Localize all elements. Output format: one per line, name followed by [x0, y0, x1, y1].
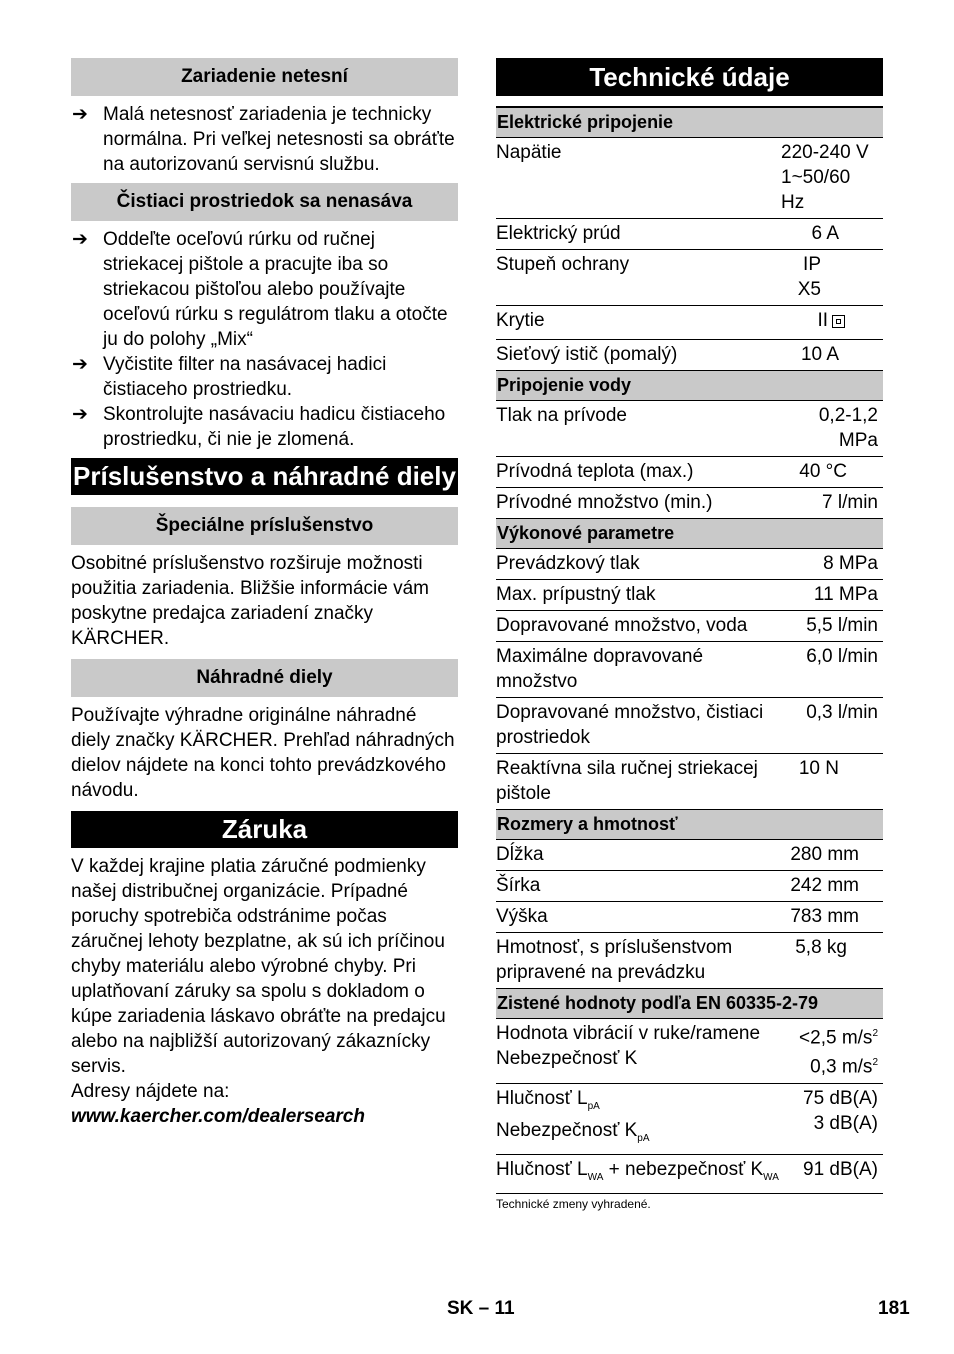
heading-special-accessories: Špeciálne príslušenstvo [71, 507, 458, 545]
table-row: Napätie 220-240 V 1~50/60 Hz [496, 138, 883, 219]
table-section-row: Pripojenie vody [496, 371, 883, 401]
footer-section-label: SK – 11 [447, 1298, 515, 1319]
table-row: Prívodná teplota (max.) 40 °C [496, 457, 883, 488]
table-row: Maximálne dopravované množstvo 6,0 l/min [496, 642, 883, 698]
heading-accessories: Príslušenstvo a náhradné diely [71, 458, 458, 495]
table-section-row: Rozmery a hmotnosť [496, 810, 883, 840]
table-row: Šírka 242 mm [496, 871, 883, 902]
heading-leak: Zariadenie netesní [71, 58, 458, 96]
table-section-row: Zistené hodnoty podľa EN 60335-2-79 [496, 989, 883, 1019]
address-label: Adresy nájdete na: [71, 1081, 230, 1102]
arrow-right-icon: ➔ [72, 229, 88, 250]
list-item: ➔ Vyčistite filter na nasávacej hadici čistiaceho prostriedku. [72, 354, 387, 400]
table-row: Dopravované množstvo, čistiaci prostriedok 0,3 l/min [496, 698, 883, 754]
protection-class-square-icon [832, 315, 845, 328]
arrow-right-icon: ➔ [72, 104, 88, 125]
table-row: Elektrický prúd 6 A [496, 219, 883, 250]
special-accessories-text: Osobitné príslušenstvo rozširuje možnosti použitia zariadenia. Bližšie informácie vám poskytne predajca zariadení značky KÄRCHER. [71, 553, 429, 649]
table-row: Dopravované množstvo, voda 5,5 l/min [496, 611, 883, 642]
list-item: ➔ Oddeľte oceľovú rúrku od ručnej striekacej pištole a pracujte iba so striekacou pištoľou alebo používajte oceľovú rúrku s regulátrom tlaku a otočte ju do polohy „Mix“ [72, 229, 448, 350]
list-item: ➔ Malá netesnosť zariadenia je technicky normálna. Pri veľkej netesnosti sa obráťte na autorizovanú servisnú službu. [72, 104, 455, 175]
table-row: Reaktívna sila ručnej striekacej pištole 10 N [496, 754, 883, 810]
right-column [496, 58, 883, 1211]
table-row: Výška 783 mm [496, 902, 883, 933]
leak-list [71, 102, 458, 177]
warranty-text: V každej krajine platia záručné podmienky našej distribučnej organizácie. Prípadné poruchy spotrebiča odstránime počas záručnej lehoty bezplatne, ak sú ich príčinou chyby materiálu alebo výrobné chyby. Pri uplatňovaní záruky sa spolu s dokladom o kúpe zariadenia láskavo obráťte na predajcu alebo na najbližší autorizovaný zákaznícky servis. [71, 856, 446, 1077]
spare-parts-text: Používajte výhradne originálne náhradné diely značky KÄRCHER. Prehľad náhradných dielov nájdete na konci tohto prevádzkového návodu. [71, 705, 455, 801]
page-number: 181 [878, 1298, 910, 1319]
technical-data-table [496, 106, 883, 1194]
table-row: Sieťový istič (pomalý) 10 A [496, 340, 883, 371]
table-row: Hodnota vibrácií v ruke/ramene Nebezpečnosť K <2,5 $m/s^2$ 0,3 $m/s^2$ [496, 1019, 883, 1084]
table-row: Tlak na prívode 0,2-1,2 MPa [496, 401, 883, 457]
technical-note: Technické zmeny vyhradené. [496, 1197, 651, 1212]
heading-spare-parts: Náhradné diely [71, 659, 458, 697]
table-row: Hmotnosť, s príslušenstvom pripravené na prevádzku 5,8 kg [496, 933, 883, 989]
technical-data-title: Technické údaje [496, 58, 883, 96]
arrow-right-icon: ➔ [72, 404, 88, 425]
table-row: Prevádzkový tlak 8 MPa [496, 549, 883, 580]
table-row: Max. prípustný tlak 11 MPa [496, 580, 883, 611]
arrow-right-icon: ➔ [72, 354, 88, 375]
table-row: Krytie II [496, 306, 883, 340]
dealer-search-link[interactable]: www.kaercher.com/dealersearch [71, 1106, 365, 1127]
heading-detergent: Čistiaci prostriedok sa nenasáva [71, 183, 458, 221]
left-column [71, 58, 458, 1129]
table-row: Stupeň ochrany IP X5 [496, 250, 883, 306]
table-section-row: Výkonové parametre [496, 519, 883, 549]
table-row: Hlučnosť $L_{WA}$ + nebezpečnosť $K_{WA}$ 91 dB(A) [496, 1155, 883, 1194]
table-row: Dĺžka 280 mm [496, 840, 883, 871]
list-item: ➔ Skontrolujte nasávaciu hadicu čistiaceho prostriedku, či nie je zlomená. [72, 404, 446, 450]
heading-warranty: Záruka [71, 811, 458, 848]
table-section-row: Elektrické pripojenie [496, 107, 883, 138]
table-row: Prívodné množstvo (min.) 7 l/min [496, 488, 883, 519]
detergent-list [71, 227, 458, 452]
table-row: Hlučnosť $L_{pA}$ Nebezpečnosť $K_{pA}$ 75 dB(A) 3 dB(A) [496, 1083, 883, 1155]
